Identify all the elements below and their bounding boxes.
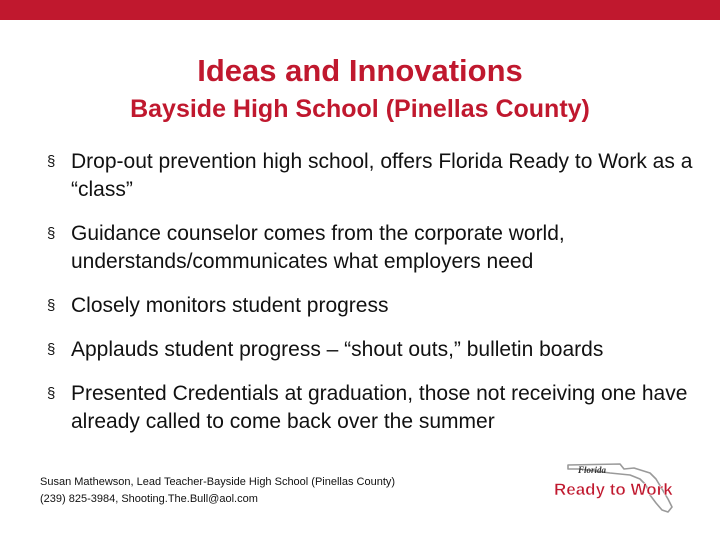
top-accent-bar [0, 0, 720, 20]
footer-credit [40, 474, 395, 508]
bullet-text: Drop-out prevention high school, offers Florida Ready to Work as a “class” [71, 150, 693, 201]
bullet-item [45, 336, 695, 364]
bullet-text: Closely monitors student progress [71, 294, 389, 317]
slide-title: Ideas and Innovations [197, 53, 523, 88]
bullet-text: Presented Credentials at graduation, those not receiving one have already called to come back over the summer [71, 382, 688, 433]
bullet-item [45, 292, 695, 320]
bullet-text: Guidance counselor comes from the corporate world, understands/communicates what employers need [71, 222, 565, 273]
logo-main-text: Ready to Work [554, 480, 673, 499]
bullet-marker-icon: § [47, 297, 56, 314]
bullet-item [45, 220, 695, 276]
bullet-text: Applauds student progress – “shout outs,” bulletin boards [71, 338, 604, 361]
bullet-marker-icon: § [47, 153, 56, 170]
logo-state-text: Florida [578, 465, 607, 475]
bullet-list [45, 148, 695, 452]
bullet-marker-icon: § [47, 341, 56, 358]
florida-ready-to-work-logo [550, 455, 710, 515]
slide-subtitle: Bayside High School (Pinellas County) [130, 95, 590, 123]
footer-line-contact: (239) 825-3984, Shooting.The.Bull@aol.com [40, 493, 258, 505]
bullet-item [45, 148, 695, 204]
bullet-item [45, 380, 695, 436]
footer-line-name: Susan Mathewson, Lead Teacher-Bayside High School (Pinellas County) [40, 476, 396, 488]
bullet-marker-icon: § [47, 385, 56, 402]
bullet-marker-icon: § [47, 225, 56, 242]
